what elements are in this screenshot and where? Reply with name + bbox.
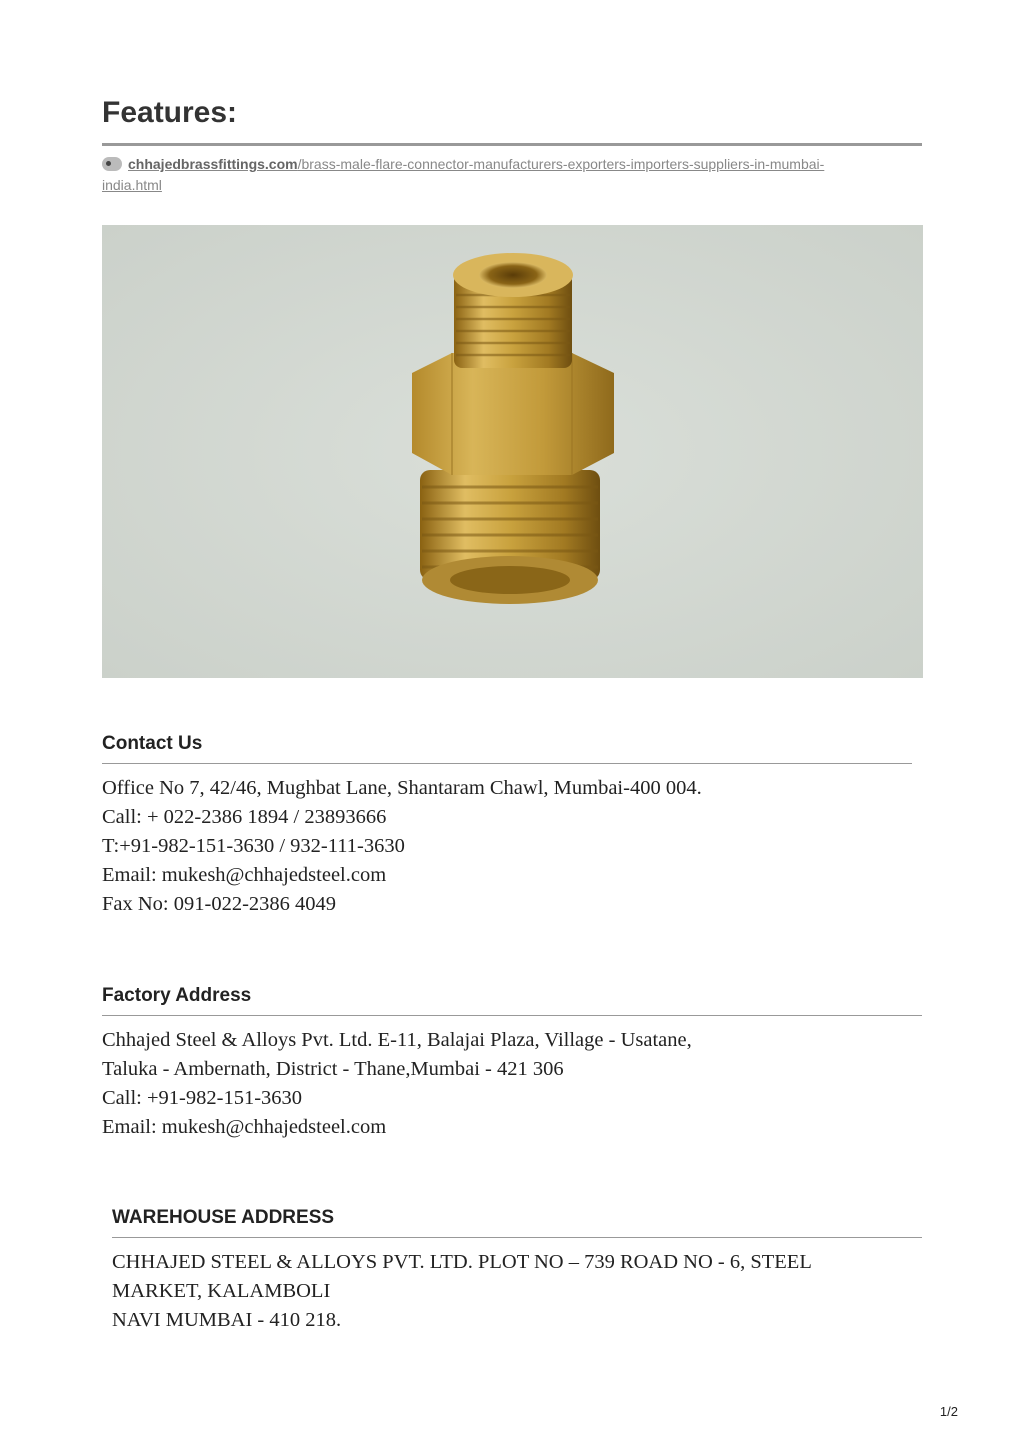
page-title: Features:: [102, 96, 238, 129]
factory-email-line: Email: mukesh@chhajedsteel.com: [102, 1116, 387, 1138]
contact-us-heading: Contact Us: [102, 733, 203, 754]
factory-address-line-1: Chhajed Steel & Alloys Pvt. Ltd. E-11, Balajai Plaza, Village - Usatane,: [102, 1029, 692, 1051]
warehouse-address-line-3: NAVI MUMBAI - 410 218.: [112, 1309, 342, 1331]
factory-address-line-2: Taluka - Ambernath, District - Thane,Mumbai - 421 306: [102, 1058, 564, 1080]
contact-divider: [102, 763, 912, 764]
page-number: 1/2: [939, 1404, 958, 1419]
warehouse-address-heading: WAREHOUSE ADDRESS: [112, 1207, 335, 1228]
source-link[interactable]: [102, 156, 824, 193]
warehouse-address-line-2: MARKET, KALAMBOLI: [112, 1280, 331, 1302]
source-link-line: [102, 154, 912, 196]
warehouse-address-line-1: CHHAJED STEEL & ALLOYS PVT. LTD. PLOT NO – 739 ROAD NO - 6, STEEL: [112, 1251, 812, 1273]
contact-fax-line: Fax No: 091-022-2386 4049: [102, 893, 337, 915]
contact-office-line: Office No 7, 42/46, Mughbat Lane, Shantaram Chawl, Mumbai-400 004.: [102, 777, 702, 799]
factory-details: [102, 1026, 692, 1142]
contact-mobile-line: T:+91-982-151-3630 / 932-111-3630: [102, 835, 405, 857]
source-link-path: /brass-male-flare-connector-manufacturers-exporters-importers-suppliers-in-mumbai-: [297, 156, 825, 172]
factory-call-line: Call: +91-982-151-3630: [102, 1087, 303, 1109]
contact-details: [102, 774, 702, 919]
globe-icon: [102, 157, 122, 171]
factory-divider: [102, 1015, 922, 1016]
product-photo: [102, 225, 923, 678]
contact-call-line: Call: + 022-2386 1894 / 23893666: [102, 806, 387, 828]
contact-email-line: Email: mukesh@chhajedsteel.com: [102, 864, 387, 886]
warehouse-details: [112, 1248, 812, 1335]
warehouse-divider: [112, 1237, 922, 1238]
source-link-path-end: india.html: [102, 177, 162, 193]
title-divider: [102, 143, 922, 146]
source-link-domain: chhajedbrassfittings.com: [128, 156, 298, 172]
factory-address-heading: Factory Address: [102, 985, 252, 1006]
